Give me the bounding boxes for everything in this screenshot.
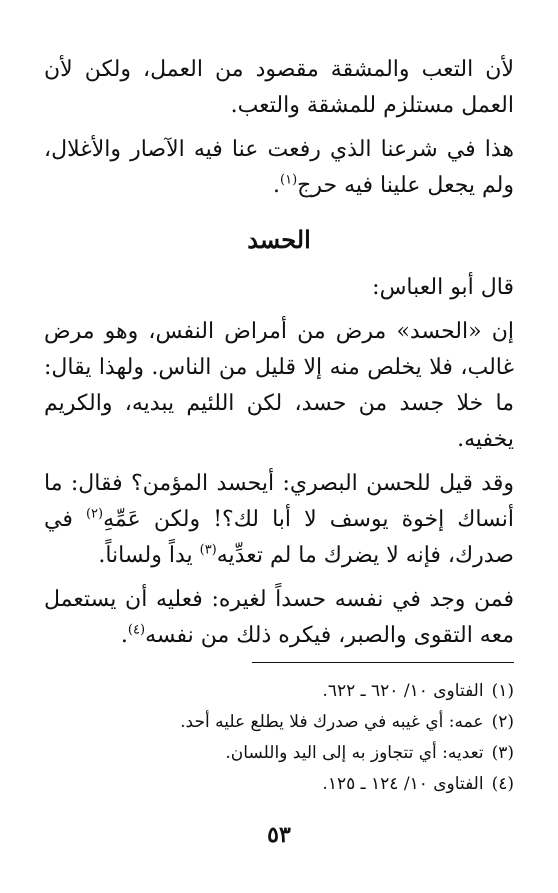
page-number: ٥٣ [267,822,291,848]
footnote-number: (٣) [491,743,514,763]
footnote-text: الفتاوى ١٠/ ١٢٤ ـ ١٢٥. [322,774,484,794]
footnote-text: عمه: أي غيبه في صدرك فلا يطلع عليه أحد. [180,712,484,732]
paragraph-end: . [273,173,281,198]
footnote-ref-1[interactable]: (١) [280,172,298,188]
footnote-divider [252,662,514,663]
paragraph-end: . [120,623,128,648]
paragraph-text: وقد قيل للحسن البصري: أيحسد المؤمن؟ فقال: ما أنساك إخوة يوسف لا أبا لك؟! ولكن عَمِّهِ [44,471,514,532]
paragraph-aghlal [44,132,514,204]
footnotes [44,676,514,800]
footnote-ref-2[interactable]: (٢) [85,506,104,522]
footnote-ref-3[interactable]: (٣) [199,542,217,558]
paragraph-text: لأن التعب والمشقة مقصود من العمل، ولكن لأن العمل مستلزم للمشقة والتعب. [44,57,514,118]
footnote-item [44,738,514,769]
paragraph-intro [44,270,514,306]
paragraph-text: إن «الحسد» مرض من أمراض النفس، وهو مرض غالب، فلا يخلص منه إلا قليل من الناس. ولهذا يقال: ما خلا جسد من حسد، لكن اللئيم يبديه، والكريم يخفيه. [44,319,514,452]
paragraph-text: قال أبو العباس: [372,275,514,300]
footnote-ref-4[interactable]: (٤) [127,622,146,638]
paragraph-continuation [44,52,514,124]
footnote-number: (١) [491,681,514,701]
section-title: الحسد [247,225,311,254]
paragraph-text: هذا في شرعنا الذي رفعت عنا فيه الآصار والأغلال، ولم يجعل علينا فيه حرج [44,137,514,198]
paragraph-text: يداً ولساناً. [98,543,200,568]
footnote-item [44,769,514,800]
paragraph-text: في صدرك، فإنه لا يضرك ما لم تعدِّيه [44,507,514,568]
footnote-number: (٤) [491,774,514,794]
footnote-text: تعديه: أي تتجاوز به إلى اليد واللسان. [225,743,484,763]
footnote-number: (٢) [491,712,514,732]
paragraph-text: فمن وجد في نفسه حسداً لغيره: فعليه أن يستعمل معه التقوى والصبر، فيكره ذلك من نفسه [44,587,514,648]
paragraph-last [44,582,514,654]
footnote-item [44,676,514,707]
footnote-item [44,707,514,738]
paragraph-hasad [44,314,514,458]
footnote-text: الفتاوى ١٠/ ٦٢٠ ـ ٦٢٢. [322,681,484,701]
paragraph-basri [44,466,514,574]
